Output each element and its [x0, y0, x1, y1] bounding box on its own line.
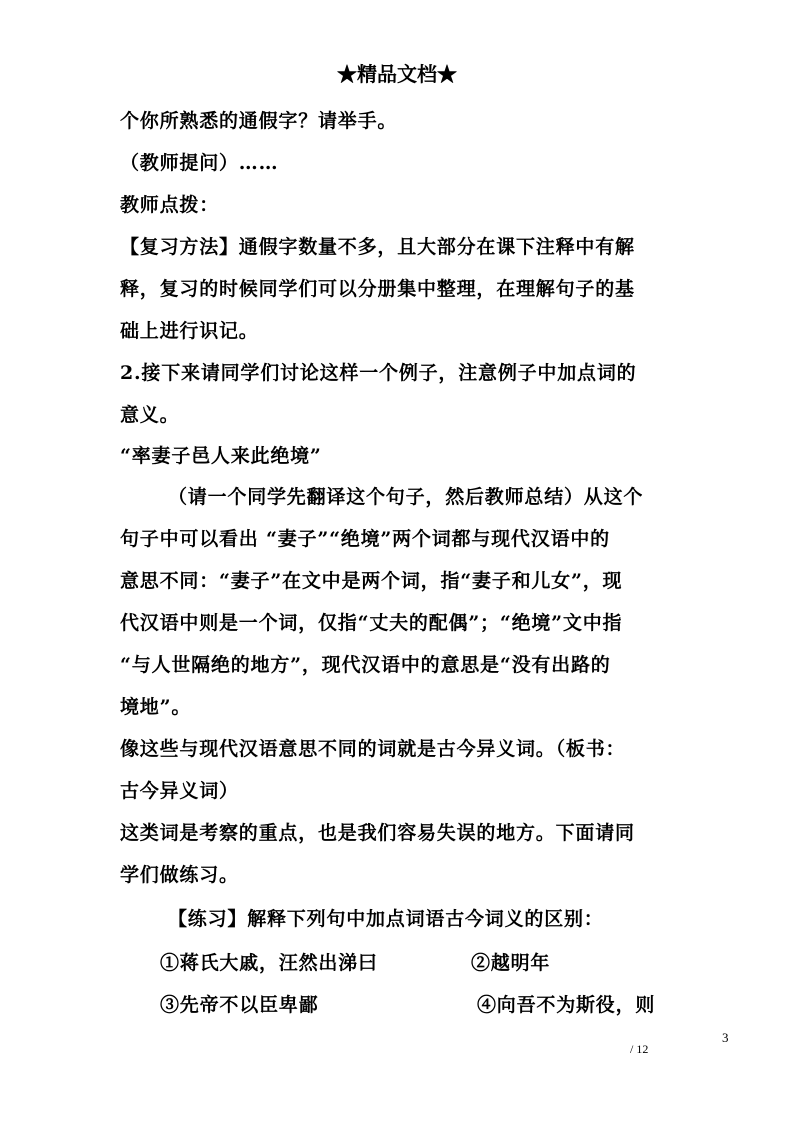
text-line: 代汉语中则是一个词，仅指“丈夫的配偶”；“绝境”文中指 — [120, 612, 623, 634]
text-line: （教师提问）…… — [120, 152, 279, 174]
page-header-title: ★精品文档★ — [337, 62, 457, 86]
text-line: 础上进行识记。 — [120, 320, 259, 342]
text-line: 学们做练习。 — [120, 864, 239, 886]
text-line: 意思不同：“妻子”在文中是两个词，指“妻子和儿女”，现 — [120, 570, 623, 592]
text-line: “率妻子邑人来此绝境” — [120, 445, 322, 467]
text-line: 像这些与现代汉语意思不同的词就是古今异义词。（板书： — [120, 738, 626, 760]
text-line: 【复习方法】通假字数量不多，且大部分在课下注释中有解 — [120, 236, 635, 258]
text-line: 【练习】解释下列句中加点词语古今词义的区别： — [168, 908, 604, 930]
exercise-item: ①蒋氏大戚，汪然出涕曰 — [160, 952, 378, 974]
document-body — [120, 100, 680, 1026]
text-line: 境地”。 — [120, 696, 192, 718]
text-line: 释，复习的时候同学们可以分册集中整理，在理解句子的基 — [120, 278, 635, 300]
exercise-row — [120, 984, 680, 1026]
text-line: 句子中可以看出 “妻子”“绝境”两个词都与现代汉语中的 — [120, 528, 610, 550]
text-line: 个你所熟悉的通假字？请举手。 — [120, 110, 398, 132]
page-number: 3 — [722, 1030, 729, 1045]
text-line: （请一个同学先翻译这个句子，然后教师总结）从这个 — [168, 486, 644, 508]
text-line: 这类词是考察的重点，也是我们容易失误的地方。下面请同 — [120, 822, 635, 844]
page-total: / 12 — [630, 1042, 649, 1056]
exercise-row — [120, 942, 680, 984]
text-line: “与人世隔绝的地方”，现代汉语中的意思是“没有出路的 — [120, 654, 611, 676]
exercise-list — [120, 942, 680, 1026]
text-line: 教师点拨： — [120, 194, 220, 216]
text-line: 古今异义词） — [120, 780, 239, 802]
text-line: 2.接下来请同学们讨论这样一个例子，注意例子中加点词的 — [120, 362, 637, 384]
exercise-item: ②越明年 — [471, 952, 551, 974]
text-line: 意义。 — [120, 404, 180, 426]
exercise-item: ④向吾不为斯役，则 — [477, 994, 656, 1016]
exercise-item: ③先帝不以臣卑鄙 — [160, 994, 319, 1016]
